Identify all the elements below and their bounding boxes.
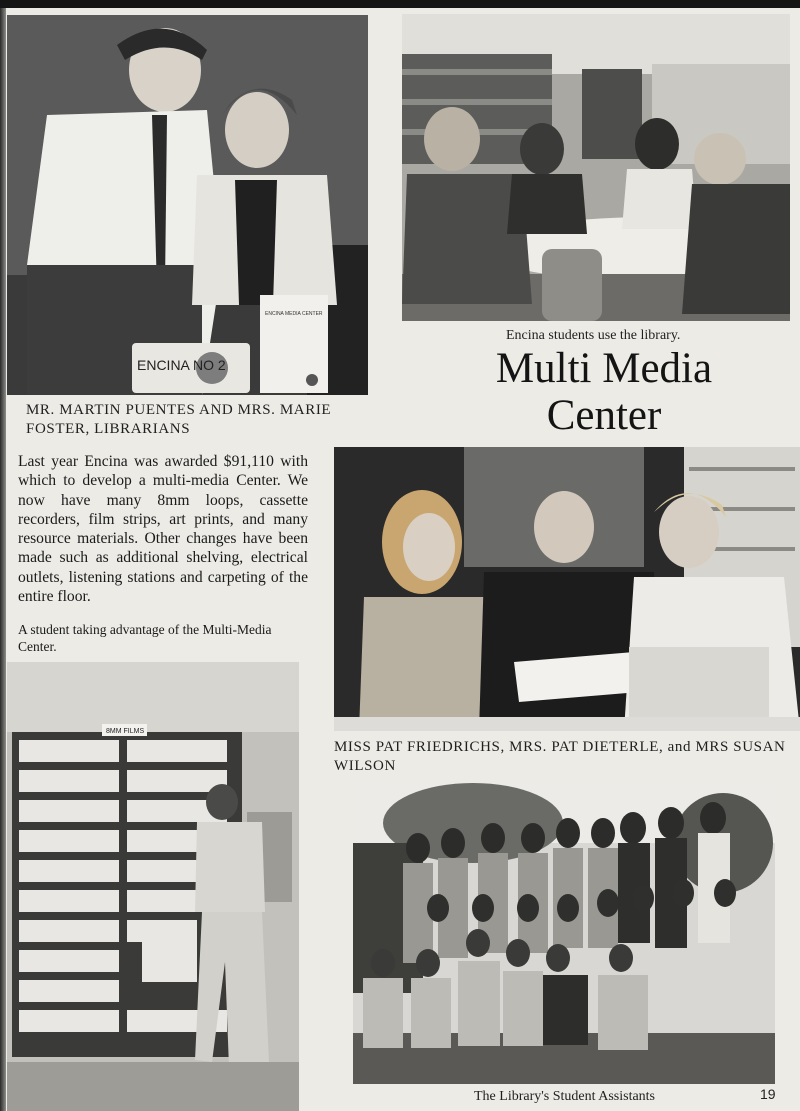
binding-edge [0,8,6,1111]
photo-assistants [353,783,775,1084]
films-photo-image [7,662,299,1111]
librarians-caption: MR. MARTIN PUENTES AND MRS. MARIE FOSTER, LIBRARIANS [26,402,332,437]
shelf-label: 8MM FILMS [106,728,145,735]
page-headline-line1: Multi Media [495,345,713,392]
article-body: Last year Encina was awarded $91,110 with which to develop a multi-media Center. We now have many 8mm loops, cassette recorders, film strips, art prints, and many resource materials. Other changes have been made such as additional shelving, electrical outlets, listening stations and carpeting of the entire floor. [18,453,308,606]
photo-library [402,14,790,321]
page-top-edge [0,0,800,8]
device-label: ENCINA MEDIA CENTER [265,311,323,317]
photo-films [7,662,299,1111]
library-photo-caption: Encina students use the library. [506,328,681,343]
librarians-photo-image [7,15,368,395]
staff-caption: MISS PAT FRIEDRICHS, MRS. PAT DIETERLE, and MRS SUSAN WILSON [334,739,786,774]
staff-photo-image [334,447,800,731]
library-photo-image [402,14,790,321]
page-headline-line2: Center [546,392,662,439]
student-photo-caption: A student taking advantage of the Multi-Media Center. [18,622,272,654]
assistants-caption: The Library's Student Assistants [474,1089,656,1104]
page-number: 19 [760,1086,776,1102]
photo-librarians [7,15,368,395]
assistants-photo-image [353,783,775,1084]
photo-staff [334,447,800,731]
projector-label: ENCINA NO 2 [137,357,226,373]
